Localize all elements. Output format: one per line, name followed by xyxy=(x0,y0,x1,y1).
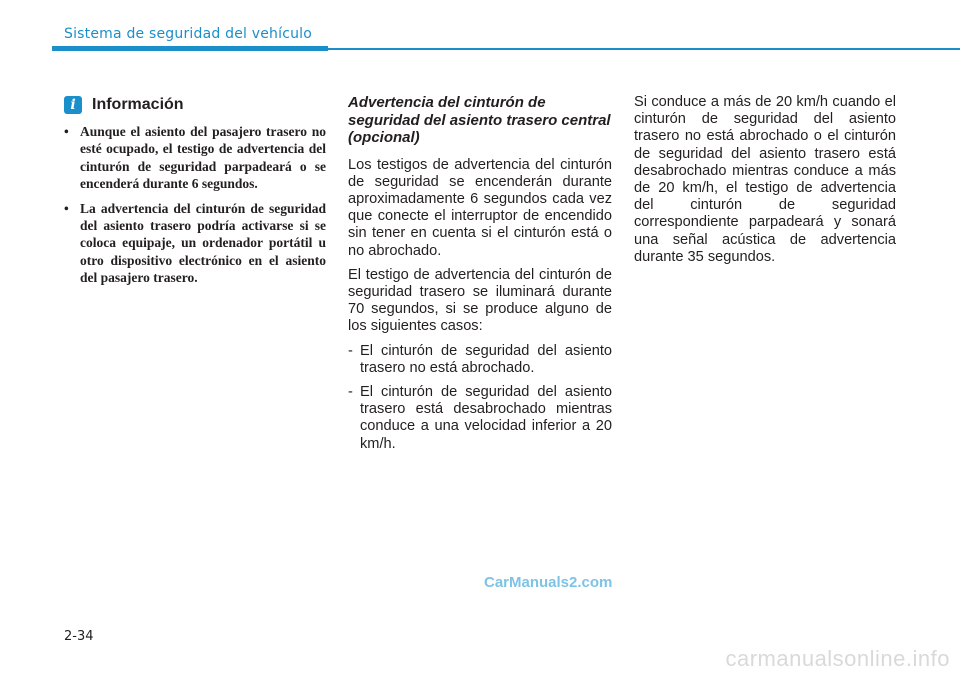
page-number: 2-34 xyxy=(64,629,94,644)
info-icon: i xyxy=(64,96,82,114)
paragraph: El testigo de advertencia del cinturón de seguridad trasero se iluminará durante 70 segundos, si se produce alguno de los siguientes casos: xyxy=(348,266,612,335)
case-item: - El cinturón de seguridad del asiento trasero no está abrochado. xyxy=(348,342,612,376)
info-bullet-list xyxy=(64,123,326,287)
paragraph: Si conduce a más de 20 km/h cuando el cinturón de seguridad del asiento trasero no está abrochado o el cinturón de seguridad del asiento trasero está desabrochado mientras conduce a más de 20 km/h, el testigo de advertencia del cinturón de seguridad correspondiente parpadeará y sonará una señal acústica de advertencia durante 35 segundos. xyxy=(634,94,896,265)
section-heading: Advertencia del cinturón de seguridad del asiento trasero central (opcional) xyxy=(348,94,611,146)
info-column xyxy=(64,96,326,294)
watermark-logo: CarManuals2.com xyxy=(484,574,613,591)
info-title: Información xyxy=(92,96,184,113)
case-item: - El cinturón de seguridad del asiento trasero está desabrochado mientras conduce a una velocidad inferior a 20 km/h. xyxy=(348,383,612,452)
section-header-title: Sistema de seguridad del vehículo xyxy=(64,26,313,42)
continued-text-column xyxy=(634,94,896,273)
paragraph: Los testigos de advertencia del cinturón de seguridad se encenderán durante aproximadamente 6 segundos cada vez que conecte el interruptor de encendido sin tener en cuenta si el cinturón está o no abrochado. xyxy=(348,156,612,259)
header-rule-thick xyxy=(52,46,328,51)
info-bullet: • La advertencia del cinturón de seguridad del asiento trasero podría activarse si se coloca equipaje, un ordenador portátil u otro dispositivo electrónico en el asiento del pasajero trasero. xyxy=(64,200,326,286)
main-text-column xyxy=(348,94,612,460)
header-rule-thin xyxy=(328,48,960,50)
site-watermark: carmanualsonline.info xyxy=(725,646,950,671)
info-bullet: • Aunque el asiento del pasajero trasero no esté ocupado, el testigo de advertencia del cinturón de seguridad parpadeará o se encenderá durante 6 segundos. xyxy=(64,124,326,192)
info-heading xyxy=(64,96,326,114)
